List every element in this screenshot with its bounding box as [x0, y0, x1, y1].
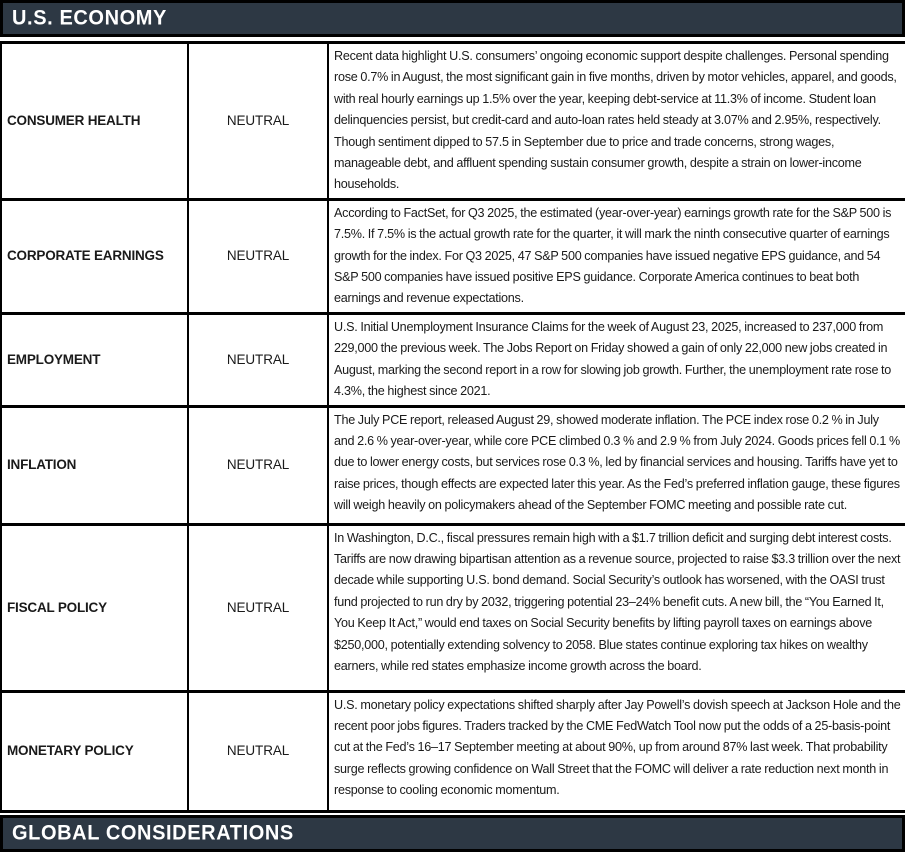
row-label-fiscal-policy: FISCAL POLICY	[7, 599, 107, 615]
row-label-inflation: INFLATION	[7, 457, 77, 472]
table-row	[1, 199, 905, 313]
status-employment: NEUTRAL	[226, 351, 290, 367]
us-economy-section-title: U.S. ECONOMY	[12, 6, 167, 30]
description-corporate-earnings: According to FactSet, for Q3 2025, the estimated (year-over-year) earnings growth rate for the S&P 500 is 7.5%. If 7.5% is the actual growth rate for the quarter, it will mark the ninth consecutive quarter of earnings growth for the index. For Q3 2025, 47 S&P 500 companies have issued negative EPS guidance, and 54 S&P 500 companies have issued positive EPS guidance. Corporate America continues to beat both earnings and revenue expectations.	[334, 205, 892, 306]
status-monetary-policy: NEUTRAL	[226, 743, 290, 758]
description-employment: U.S. Initial Unemployment Insurance Claims for the week of August 23, 2025, increased to 237,000 from 229,000 the previous week. The Jobs Report on Friday showed a gain of only 22,000 new jobs created in August, marking the second report in a row for slowing job growth. Further, the unemployment rate rose to 4.3%, the highest since 2021.	[334, 319, 892, 399]
status-corporate-earnings: NEUTRAL	[226, 248, 290, 264]
us-economy-table	[0, 41, 905, 813]
row-label-consumer-health: CONSUMER HEALTH	[7, 112, 141, 128]
row-label-corporate-earnings: CORPORATE EARNINGS	[7, 248, 164, 264]
table-row	[1, 43, 905, 200]
table-row	[1, 524, 905, 691]
table-row	[1, 313, 905, 406]
status-consumer-health: NEUTRAL	[226, 112, 290, 128]
row-label-employment: EMPLOYMENT	[7, 351, 101, 367]
description-consumer-health: Recent data highlight U.S. consumers’ ongoing economic support despite challenges. Personal spending rose 0.7% in August, the most significant gain in five months, driven by motor vehicles, apparel, and goods, with real hourly earnings up 1.5% over the year, keeping debt-service at 11.3% of income. Student loan delinquencies persist, but credit-card and auto-loan rates held steady at 3.07% and 2.95%, respectively. Though sentiment dipped to 57.5 in September due to price and trade concerns, strong wages, manageable debt, and affluent spending sustain consumer growth, despite a strain on lower-income households.	[334, 49, 897, 192]
status-fiscal-policy: NEUTRAL	[226, 599, 290, 615]
global-considerations-section-title: GLOBAL CONSIDERATIONS	[12, 820, 294, 845]
status-inflation: NEUTRAL	[226, 457, 290, 472]
description-inflation: The July PCE report, released August 29, showed moderate inflation. The PCE index rose 0.2 % in July and 2.6 % year-over-year, while core PCE climbed 0.3 % and 2.9 % from July 2024. Goods prices fell 0.1 % due to lower energy costs, but services rose 0.3 %, led by financial services and housing. Tariffs have yet to raise prices, though effects are expected later this year. As the Fed’s preferred inflation gauge, these figures will weigh heavily on policymakers ahead of the September FOMC meeting and possible rate cut.	[334, 412, 900, 513]
description-fiscal-policy: In Washington, D.C., fiscal pressures remain high with a $1.7 trillion deficit and surging debt interest costs. Tariffs are now drawing bipartisan attention as a revenue source, projected to raise $3.3 trillion over the next decade while supporting U.S. bond demand. Social Security’s outlook has worsened, with the OASI trust fund projected to run dry by 2032, triggering potential 23–24% benefit cuts. A new bill, the “You Earned It, You Keep It Act,” would end taxes on Social Security benefits by lifting payroll taxes on earnings above $250,000, potentially extending solvency to 2058. Blue states continue exploring tax hikes on wealthy earners, while red states emphasize income growth across the board.	[334, 530, 901, 673]
table-row	[1, 406, 905, 524]
global-considerations-section-header	[0, 815, 905, 852]
description-monetary-policy: U.S. monetary policy expectations shifted sharply after Jay Powell’s dovish speech at Jackson Hole and the recent poor jobs figures. Traders tracked by the CME FedWatch Tool now put the odds of a 25-basis-point cut at the Fed’s 16–17 September meeting at about 90%, up from around 87% last week. That probability surge reflects growing confidence on Wall Street that the FOMC will deliver a rate reduction next month in response to cooling economic momentum.	[334, 697, 901, 798]
row-label-monetary-policy: MONETARY POLICY	[7, 743, 134, 758]
table-row	[1, 691, 905, 811]
us-economy-section-header	[0, 0, 905, 37]
